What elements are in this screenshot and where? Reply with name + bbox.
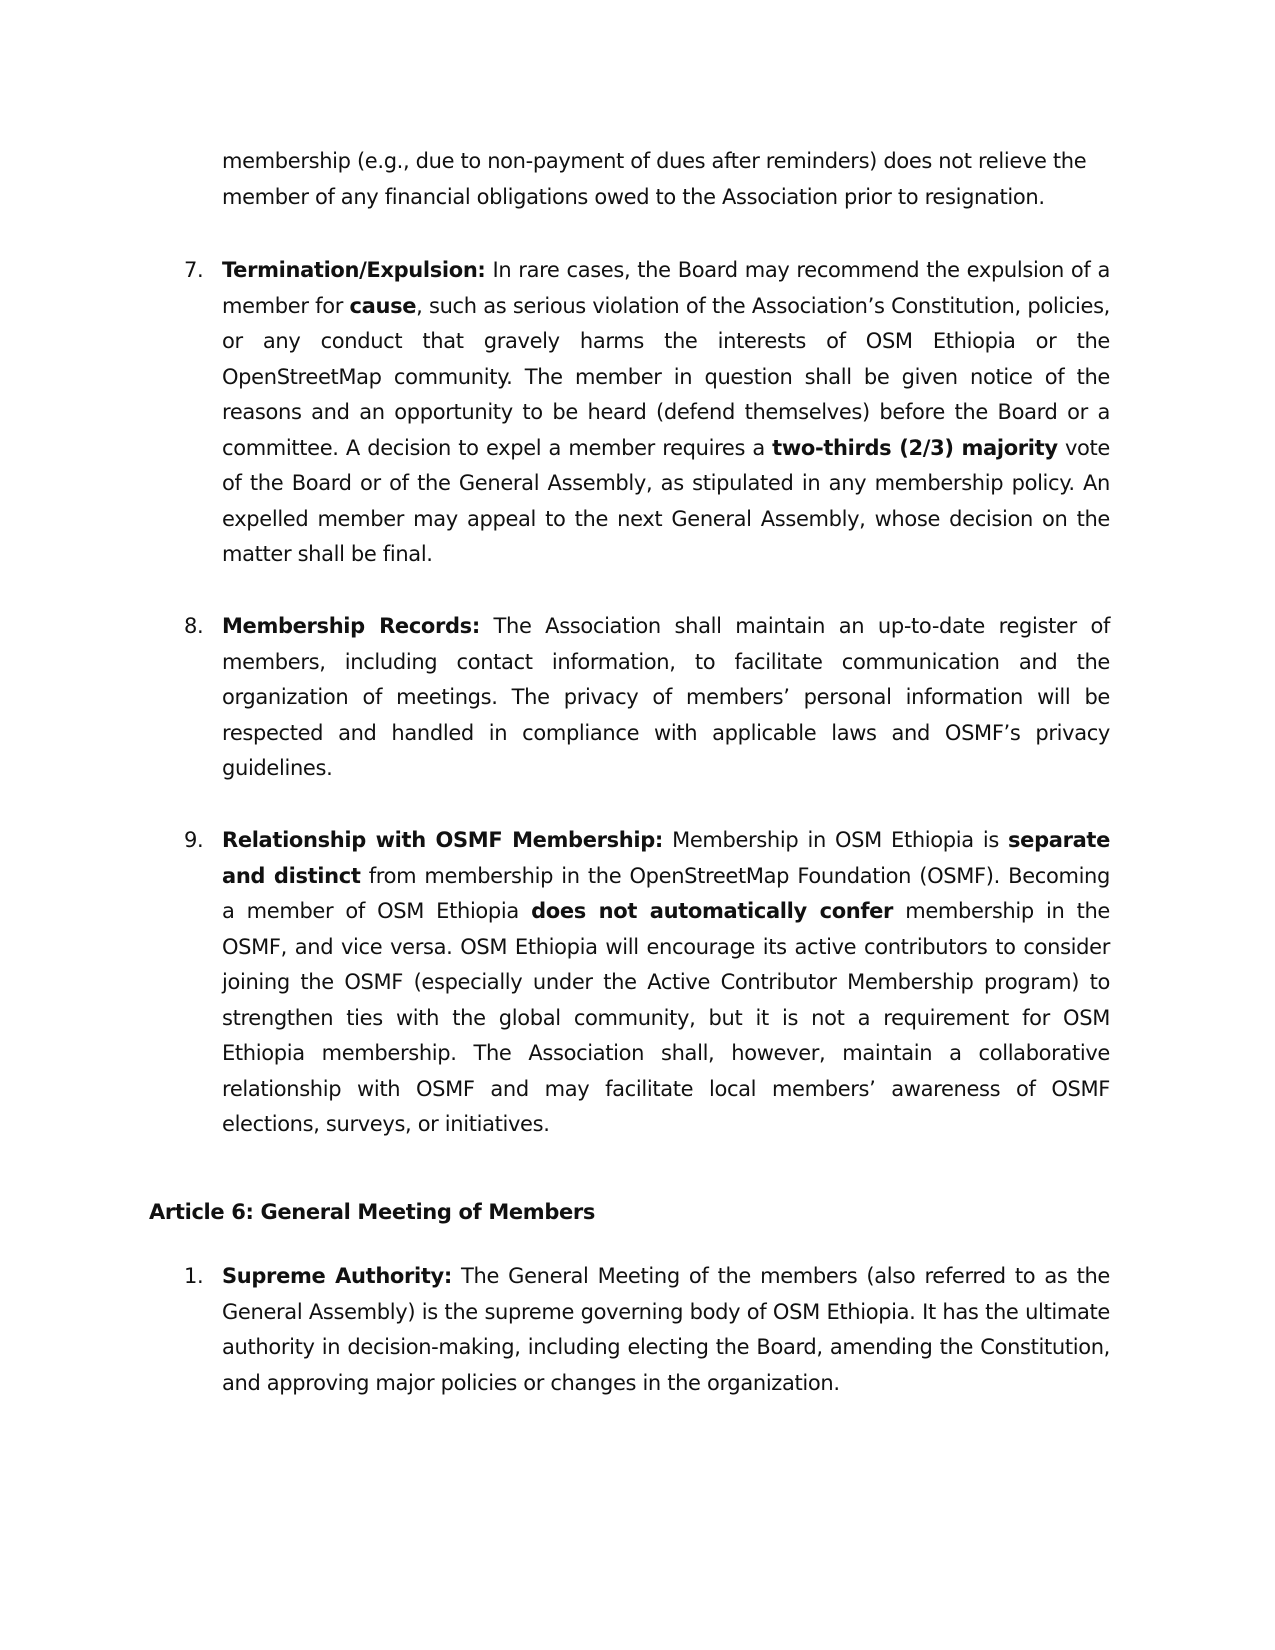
list-number: 1. (184, 1264, 204, 1288)
item-emphasis: separate and distinct (222, 828, 1110, 888)
item-text-segment: The Association shall maintain an up-to-date register of members, including contact information, to facilitate communication and the organization of meetings. The privacy of members’ personal information will be respected and handled in compliance with applicable laws and OSMF’s privacy guidelines. (222, 614, 1110, 780)
list-item-text (222, 1259, 1110, 1401)
item-title: Membership Records: (222, 614, 480, 638)
list-item-text (222, 253, 1110, 573)
item-emphasis: does not automatically confer (531, 899, 894, 923)
list-number: 7. (184, 258, 204, 282)
list-item-termination-expulsion (184, 253, 1110, 573)
item-emphasis: two-thirds (2/3) majority (772, 435, 1058, 460)
list-item-membership-records (184, 609, 1110, 787)
item-text-segment: The General Meeting of the members (also referred to as the General Assembly) is the supreme governing body of OSM Ethiopia. It has the ultimate authority in decision-making, including electing the Board, amending the Constitution, and approving major policies or changes in the organization. (222, 1264, 1110, 1395)
item-text-segment: membership in the OSMF, and vice versa. OSM Ethiopia will encourage its active contributors to consider joining the OSMF (especially under the Active Contributor Membership program) to strengthen ties with the global community, but it is not a requirement for OSM Ethiopia membership. The Association shall, however, maintain a collaborative relationship with OSMF and may facilitate local members’ awareness of OSMF elections, surveys, or initiatives. (222, 899, 1111, 1136)
list-item-supreme-authority (184, 1259, 1110, 1401)
list-number: 8. (184, 614, 204, 638)
list-item-text (222, 823, 1110, 1143)
item-text-segment: from membership in the OpenStreetMap Foundation (OSMF). Becoming a member of OSM Ethiopia (222, 863, 1110, 923)
item-text-segment: vote of the Board or of the General Assembly, as stipulated in any membership policy. An expelled member may appeal to the next General Assembly, whose decision on the matter shall be final. (222, 435, 1110, 566)
item-title: Termination/Expulsion: (222, 258, 486, 282)
item-text-segment: , such as serious violation of the Association’s Constitution, policies, or any conduct that gravely harms the interests of OSM Ethiopia or the OpenStreetMap community. The member in question shall be given notice of the reasons and an opportunity to be heard (defend themselves) before the Board or a committee. A decision to expel a member requires a (222, 293, 1110, 460)
item-text-segment: In rare cases, the Board may recommend the expulsion of a member for (222, 258, 1110, 318)
item-title: Supreme Authority: (222, 1264, 452, 1288)
list-item-text (222, 609, 1110, 787)
list-item-osmf-relationship (184, 823, 1111, 1143)
article-heading: Article 6: General Meeting of Members (149, 1200, 596, 1224)
item-text-segment: Membership in OSM Ethiopia is (662, 828, 1009, 852)
item-emphasis: cause (349, 293, 417, 318)
continuation-paragraph: membership (e.g., due to non-payment of dues after reminders) does not relieve the member of any financial obligations owed to the Association prior to resignation. (222, 149, 1087, 209)
list-number: 9. (184, 828, 204, 852)
item-title: Relationship with OSMF Membership: (222, 828, 663, 852)
